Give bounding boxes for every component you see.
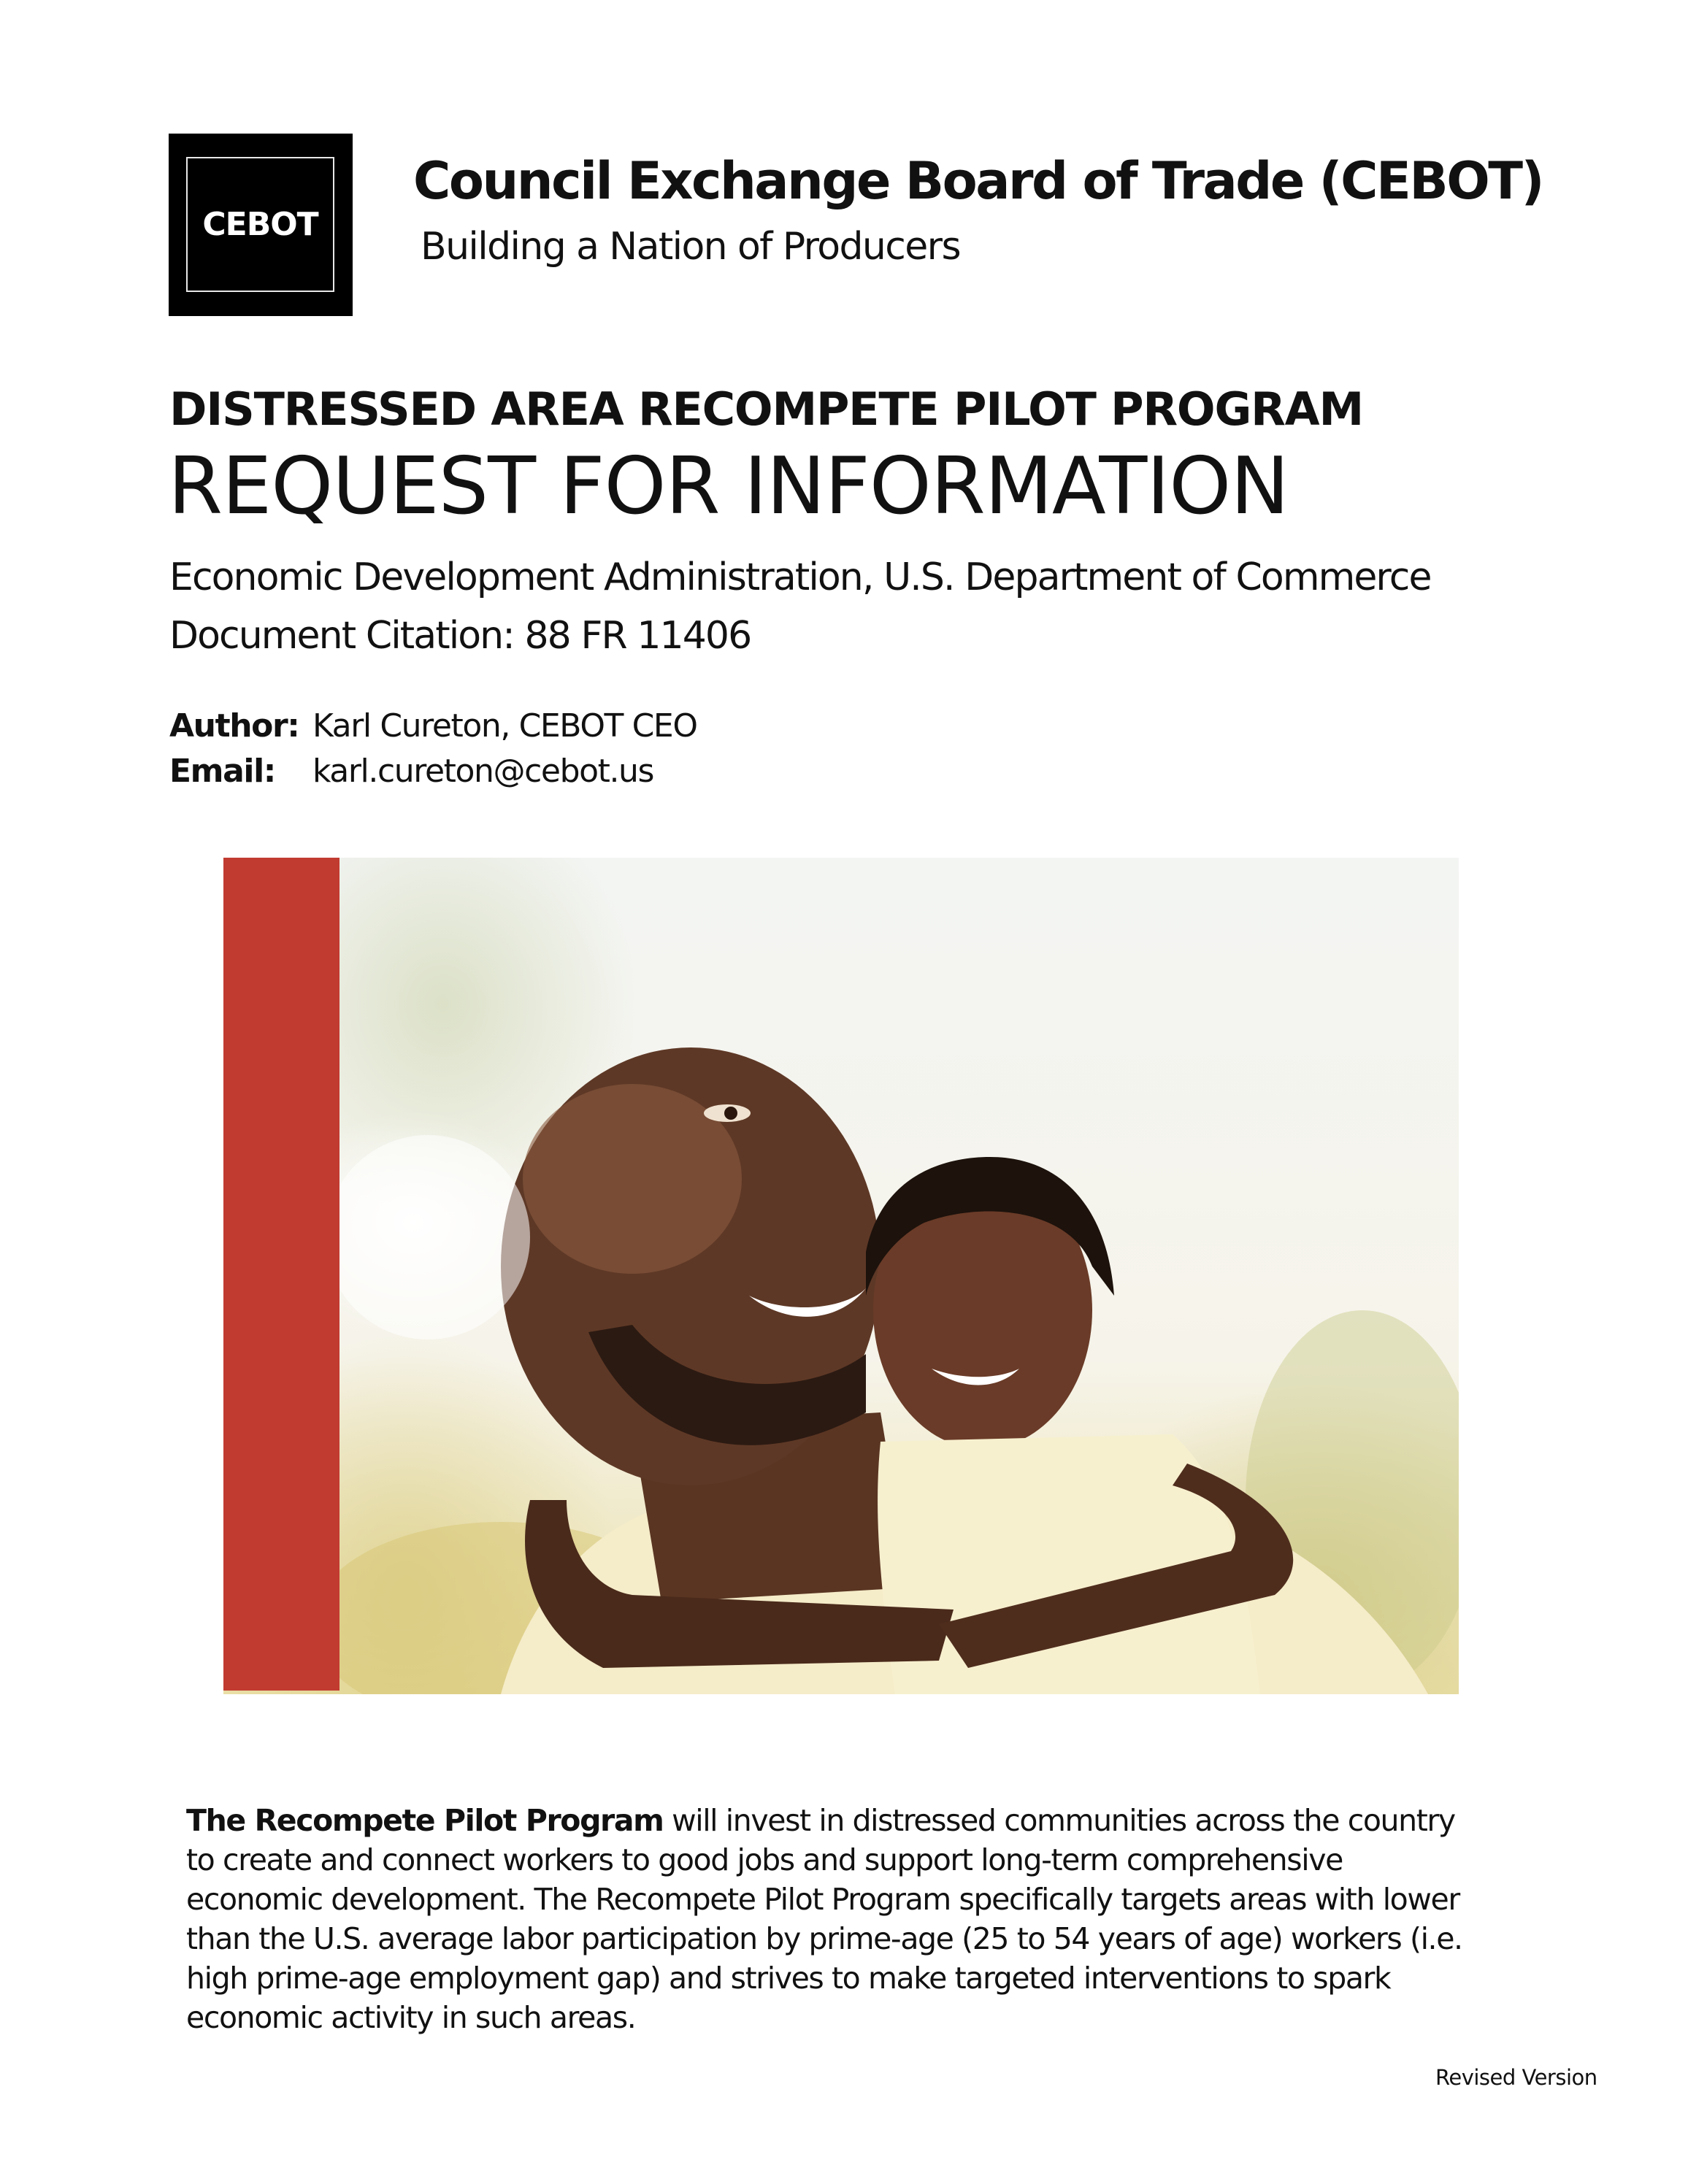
hero-photo [223,858,1459,1694]
program-name: DISTRESSED AREA RECOMPETE PILOT PROGRAM [169,382,1363,436]
email-value: karl.cureton@cebot.us [312,753,654,790]
program-description [186,1801,1471,2037]
email-label: Email: [169,753,275,790]
email-row [169,749,697,794]
author-meta [169,704,697,794]
program-description-lead: The Recompete Pilot Program [186,1803,664,1838]
author-value: Karl Cureton, CEBOT CEO [312,707,697,745]
author-row [169,704,697,749]
org-tagline: Building a Nation of Producers [421,225,960,269]
program-description-text: will invest in distressed communities across the country to create and connect workers to good jobs and support long-term comprehensive economic development. The Recompete Pilot Program specifically targets areas with lower than the U.S. average labor participation by prime-age (25 to 54 years of age) workers (i.e. high prime-age employment gap) and strives to make targeted interventions to spark economic activity in such areas. [186,1803,1462,2035]
agency-block [169,548,1431,665]
logo-frame [186,157,334,292]
author-label: Author: [169,707,299,745]
photo-illustration [223,858,1459,1694]
document-citation: Document Citation: 88 FR 11406 [169,614,751,658]
agency-name: Economic Development Administration, U.S. Department of Commerce [169,555,1431,599]
org-title: Council Exchange Board of Trade (CEBOT) [413,151,1543,211]
document-title: REQUEST FOR INFORMATION [168,441,1289,532]
accent-bar [223,858,339,1691]
revision-note: Revised Version [1435,2065,1597,2090]
cebot-logo [169,134,353,316]
logo-text: CEBOT [202,206,318,243]
